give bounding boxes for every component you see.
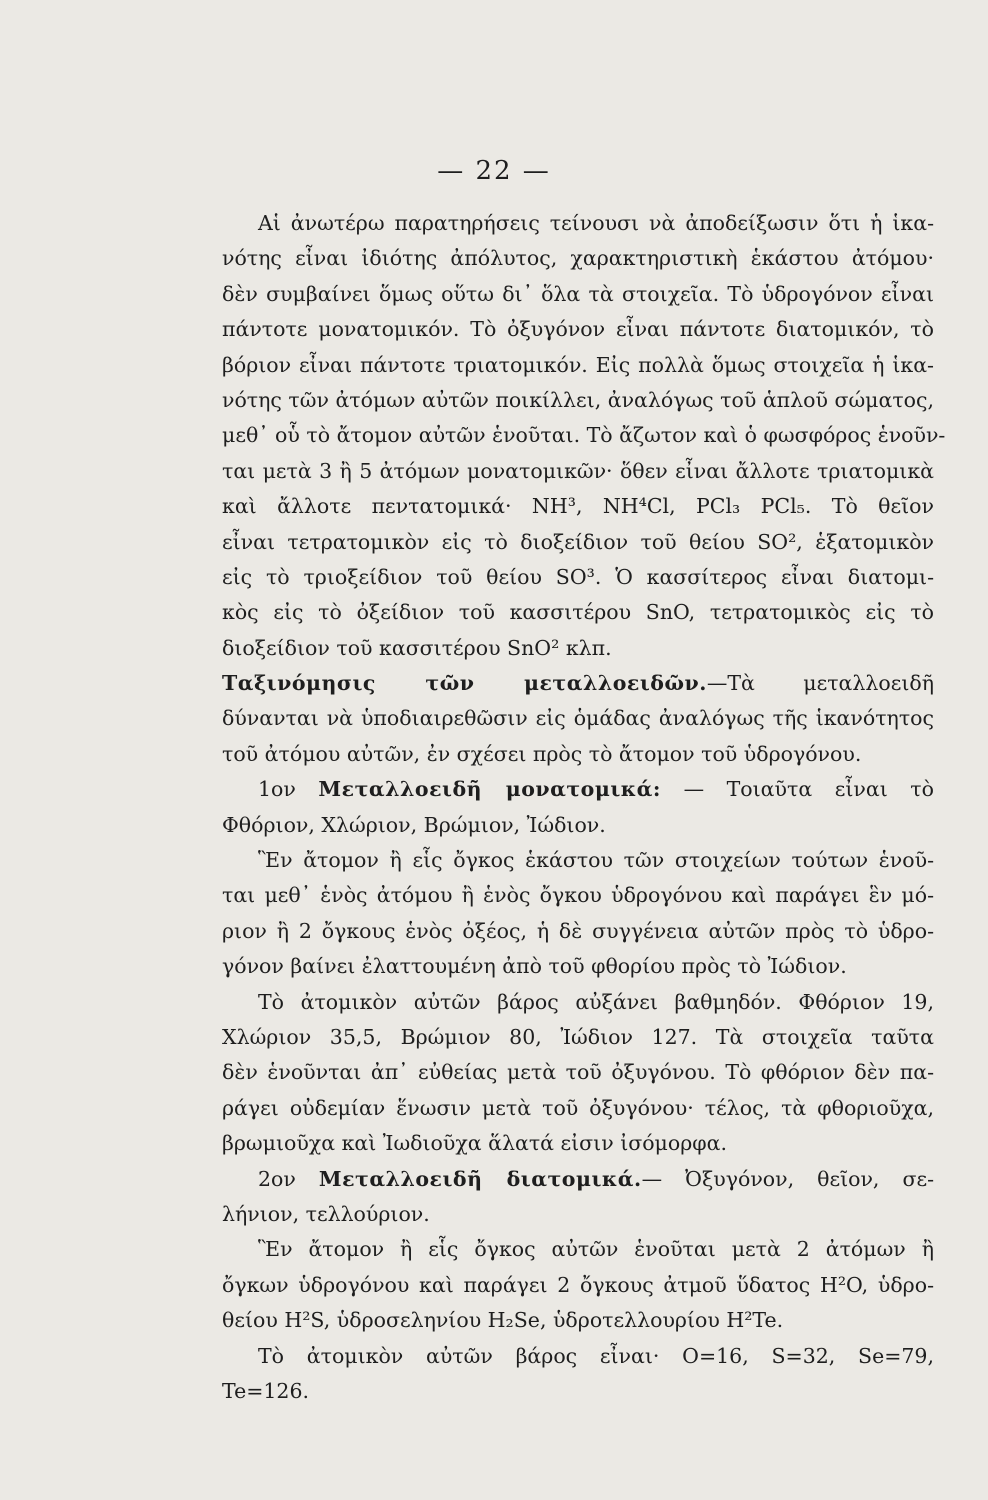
section-heading: Μεταλλοειδῆ μονατομικά: (318, 777, 661, 802)
text-line: ράγει οὐδεμίαν ἕνωσιν μετὰ τοῦ ὀξυγόνου· τέλος, τὰ φθοριοῦχα, (222, 1095, 934, 1120)
text-line: Αἱ ἀνωτέρω παρατηρήσεις τείνουσι νὰ ἀποδείξωσιν ὅτι ἡ ἱκα- (258, 211, 934, 235)
text-line: πάντοτε μονατομικόν. Τὸ ὀξυγόνον εἶναι πάντοτε διατομικόν, τὸ (222, 317, 934, 342)
text-line: Φθόριον, Χλώριον, Βρώμιον, Ἰώδιον. (222, 812, 606, 837)
text-line: ὄγκων ὑδρογόνου καὶ παράγει 2 ὄγκους ἀτμοῦ ὕδατος H²O, ὑδρο- (222, 1272, 934, 1297)
text-line: νότης εἶναι ἰδιότης ἀπόλυτος, χαρακτηριστικὴ ἑκάστου ἀτόμου· (222, 246, 934, 271)
section-diatomic (222, 1162, 934, 1233)
text-line: Ἓν ἄτομον ἢ εἷς ὄγκος ἑκάστου τῶν στοιχείων τούτων ἑνοῦ- (258, 848, 934, 873)
text-line: ριον ἢ 2 ὄγκους ἑνὸς ὀξέος, ἡ δὲ συγγένεια αὐτῶν πρὸς τὸ ὑδρο- (222, 918, 934, 943)
paragraph (222, 843, 934, 985)
text-line: εἶναι τετρατομικὸν εἰς τὸ διοξείδιον τοῦ θείου SO², ἑξατομικὸν (222, 529, 934, 554)
text-line: διοξείδιον τοῦ κασσιτέρου SnO² κλπ. (222, 635, 612, 660)
text-line: Τὸ ἀτομικὸν αὐτῶν βάρος αὐξάνει βαθμηδόν. Φθόριον 19, (258, 989, 934, 1014)
text-line: δύνανται νὰ ὑποδιαιρεθῶσιν εἰς ὁμάδας ἀναλόγως τῆς ἱκανότητος (222, 706, 934, 731)
section-classification (222, 666, 934, 772)
text-line: θείου H²S, ὑδροσεληνίου H₂Se, ὑδροτελλουρίου H²Te. (222, 1308, 784, 1333)
text-line: λήνιον, τελλούριον. (222, 1201, 430, 1226)
paragraph (222, 1339, 934, 1410)
text-line: Τὸ ἀτομικὸν αὐτῶν βάρος εἶναι· O=16, S=32, Se=79, (258, 1343, 934, 1368)
section-heading: Μεταλλοειδῆ διατομικά. (318, 1166, 642, 1191)
text-line: ται μετὰ 3 ἢ 5 ἀτόμων μονατομικῶν· ὅθεν εἶναι ἄλλοτε τριατομικὰ (222, 458, 934, 483)
section-prefix: 1ον (258, 777, 319, 802)
heading-continuation: —Τὰ μεταλλοειδῆ (706, 671, 934, 696)
text-line: Te=126. (222, 1378, 310, 1403)
heading-continuation: — Ὀξυγόνον, θεῖον, σε- (641, 1166, 934, 1191)
section-heading: Ταξινόμησις τῶν μεταλλοειδῶν. (222, 671, 707, 696)
text-line: Χλώριον 35,5, Βρώμιον 80, Ἰώδιον 127. Τὰ στοιχεῖα ταῦτα (222, 1024, 934, 1049)
text-line: ται μεθ᾽ ἑνὸς ἀτόμου ἢ ἑνὸς ὄγκου ὑδρογόνου καὶ παράγει ἓν μό- (222, 883, 934, 908)
paragraph (222, 985, 934, 1162)
text-block (222, 206, 946, 1409)
text-line: μεθ᾽ οὗ τὸ ἄτομον αὐτῶν ἑνοῦται. Τὸ ἄζωτον καὶ ὁ φωσφόρος ἑνοῦν- (222, 423, 946, 448)
heading-continuation: — Τοιαῦτα εἶναι τὸ (661, 777, 934, 802)
section-prefix: 2ον (258, 1166, 319, 1191)
text-line: τοῦ ἀτόμου αὐτῶν, ἐν σχέσει πρὸς τὸ ἄτομον τοῦ ὑδρογόνου. (222, 741, 862, 766)
text-line: εἰς τὸ τριοξείδιον τοῦ θείου SO³. Ὁ κασσίτερος εἶναι διατομι- (222, 564, 934, 589)
section-heading-line (222, 666, 934, 701)
section-heading-line (222, 1162, 934, 1197)
text-line: βόριον εἶναι πάντοτε τριατομικόν. Εἰς πολλὰ ὅμως στοιχεῖα ἡ ἱκα- (222, 352, 934, 377)
section-heading-line (222, 772, 934, 807)
section-monatomic (222, 772, 934, 843)
text-line: Ἓν ἄτομον ἢ εἷς ὄγκος αὐτῶν ἑνοῦται μετὰ 2 ἀτόμων ἢ (258, 1237, 934, 1262)
page-number: — 22 — (437, 156, 551, 186)
text-line: βρωμιοῦχα καὶ Ἰωδιοῦχα ἅλατά εἰσιν ἰσόμορφα. (222, 1131, 727, 1156)
text-line: νότης τῶν ἀτόμων αὐτῶν ποικίλλει, ἀναλόγως τοῦ ἁπλοῦ σώματος, (222, 387, 935, 412)
text-line: κὸς εἰς τὸ ὀξείδιον τοῦ κασσιτέρου SnO, τετρατομικὸς εἰς τὸ (222, 600, 934, 625)
text-line: δὲν ἑνοῦνται ἀπ᾽ εὐθείας μετὰ τοῦ ὀξυγόνου. Τὸ φθόριον δὲν πα- (222, 1060, 934, 1085)
paragraph (222, 1232, 934, 1338)
text-line: γόνον βαίνει ἐλαττουμένη ἀπὸ τοῦ φθορίου πρὸς τὸ Ἰώδιον. (222, 954, 847, 979)
paragraph (222, 206, 946, 666)
text-line: δὲν συμβαίνει ὅμως οὕτω δι᾽ ὅλα τὰ στοιχεῖα. Τὸ ὑδρογόνον εἶναι (222, 281, 934, 306)
text-line: καὶ ἄλλοτε πεντατομικά· NH³, NH⁴Cl, PCl₃ PCl₅. Τὸ θεῖον (222, 494, 934, 519)
